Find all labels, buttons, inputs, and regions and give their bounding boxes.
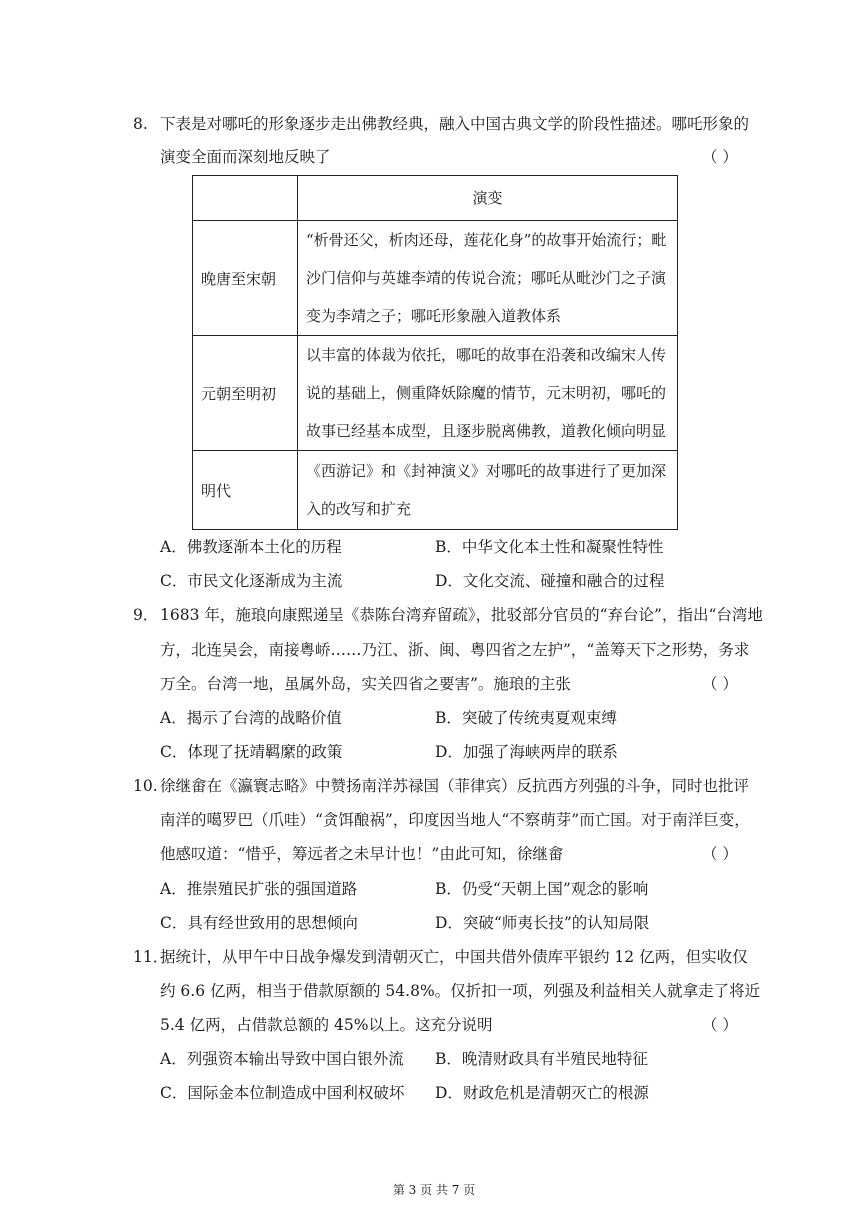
question-8-number: 8. [133, 115, 148, 133]
question-11-option-b: B．晚清财政具有半殖民地特征 [435, 1050, 648, 1068]
table-row [193, 336, 678, 451]
table-cell-desc [298, 336, 678, 451]
question-11-option-c: C．国际金本位制造成中国利权破坏 [160, 1084, 405, 1102]
table-cell-period: 明代 [193, 451, 298, 530]
desc-line: 入的改写和扩充 [306, 500, 412, 518]
table-cell-period: 晚唐至宋朝 [193, 221, 298, 336]
question-11-option-a: A．列强资本输出导致中国白银外流 [160, 1050, 404, 1068]
desc-line: 变为李靖之子；哪吒形象融入道教体系 [306, 307, 562, 325]
question-9-answer-blank: （ ） [702, 675, 738, 693]
question-11-number: 11． [133, 948, 169, 966]
table-row [193, 221, 678, 336]
desc-line: 沙门信仰与英雄李靖的传说合流；哪吒从毗沙门之子演 [306, 269, 667, 287]
question-8-option-d: D．文化交流、碰撞和融合的过程 [435, 572, 665, 590]
question-9-stem-line3: 万全。台湾一地，虽属外岛，实关四省之要害”。施琅的主张 [160, 675, 571, 693]
question-11-stem-line1: 据统计，从甲午中日战争爆发到清朝灭亡，中国共借外债库平银约 12 亿两，但实收仅 [160, 948, 748, 966]
evolution-table [192, 175, 678, 530]
question-8-stem-line2: 演变全面而深刻地反映了 [160, 148, 331, 166]
question-11-stem-line2: 约 6.6 亿两，相当于借款原额的 54.8%。仅折扣一项，列强及利益相关人就拿走了将近 [160, 982, 761, 1000]
desc-line: 以丰富的体裁为依托，哪吒的故事在沿袭和改编宋人传 [306, 346, 667, 364]
question-8-option-c: C．市民文化逐渐成为主流 [160, 572, 343, 590]
desc-line: 《西游记》和《封神演义》对哪吒的故事进行了更加深 [306, 462, 667, 480]
table-header-period [193, 176, 298, 221]
question-9-stem-line2: 方，北连吴会，南接粤峤……乃江、浙、闽、粤四省之左护”，“盖筹天下之形势，务求 [160, 641, 750, 659]
question-8-answer-blank: （ ） [702, 148, 738, 166]
desc-line: 说的基础上，侧重降妖除魔的情节，元末明初，哪吒的 [306, 384, 667, 402]
question-9-number: 9． [133, 606, 159, 624]
question-9-option-c: C．体现了抚靖羁縻的政策 [160, 743, 343, 761]
question-9-stem-line1: 1683 年，施琅向康熙递呈《恭陈台湾弃留疏》，批驳部分官员的“弃台论”，指出“台湾地 [160, 606, 763, 624]
question-8-option-a: A．佛教逐渐本土化的历程 [160, 538, 342, 556]
question-8-option-b: B．中华文化本土性和凝聚性特性 [435, 538, 664, 556]
question-10-stem-line3: 他感叹道：“惜乎，筹远者之未早计也！”由此可知，徐继畲 [160, 845, 564, 863]
question-10-stem-line2: 南洋的噶罗巴（爪哇）“贪饵酿祸”，印度因当地人“不察萌芽”而亡国。对于南洋巨变， [160, 811, 750, 829]
question-10-answer-blank: （ ） [702, 845, 738, 863]
question-11-option-d: D．财政危机是清朝灭亡的根源 [435, 1084, 649, 1102]
question-10-option-d: D．突破“师夷长技”的认知局限 [435, 914, 650, 932]
table-cell-period: 元朝至明初 [193, 336, 298, 451]
table-header-desc: 演变 [298, 176, 678, 221]
table-cell-desc [298, 221, 678, 336]
question-9-option-a: A．揭示了台湾的战略价值 [160, 709, 342, 727]
question-10-number: 10. [133, 777, 158, 795]
question-11-stem-line3: 5.4 亿两，占借款总额的 45%以上。这充分说明 [160, 1016, 493, 1034]
desc-line: 故事已经基本成型，且逐步脱离佛教，道教化倾向明显 [306, 422, 667, 440]
question-10-option-b: B．仍受“天朝上国”观念的影响 [435, 880, 649, 898]
table-row [193, 451, 678, 530]
question-10-option-c: C．具有经世致用的思想倾向 [160, 914, 358, 932]
page-footer: 第 3 页 共 7 页 [392, 1183, 476, 1197]
desc-line: “析骨还父，析肉还母，莲花化身”的故事开始流行；毗 [306, 231, 667, 249]
question-9-option-d: D．加强了海峡两岸的联系 [435, 743, 618, 761]
question-9-option-b: B．突破了传统夷夏观束缚 [435, 709, 617, 727]
question-11-answer-blank: （ ） [702, 1016, 738, 1034]
question-10-option-a: A．推崇殖民扩张的强国道路 [160, 880, 358, 898]
question-10-stem-line1: 徐继畲在《瀛寰志略》中赞扬南洋苏禄国（菲律宾）反抗西方列强的斗争，同时也批评 [160, 777, 750, 795]
table-header-row [193, 176, 678, 221]
question-8-stem-line1: 下表是对哪吒的形象逐步走出佛教经典，融入中国古典文学的阶段性描述。哪吒形象的 [160, 115, 750, 133]
table-cell-desc [298, 451, 678, 530]
